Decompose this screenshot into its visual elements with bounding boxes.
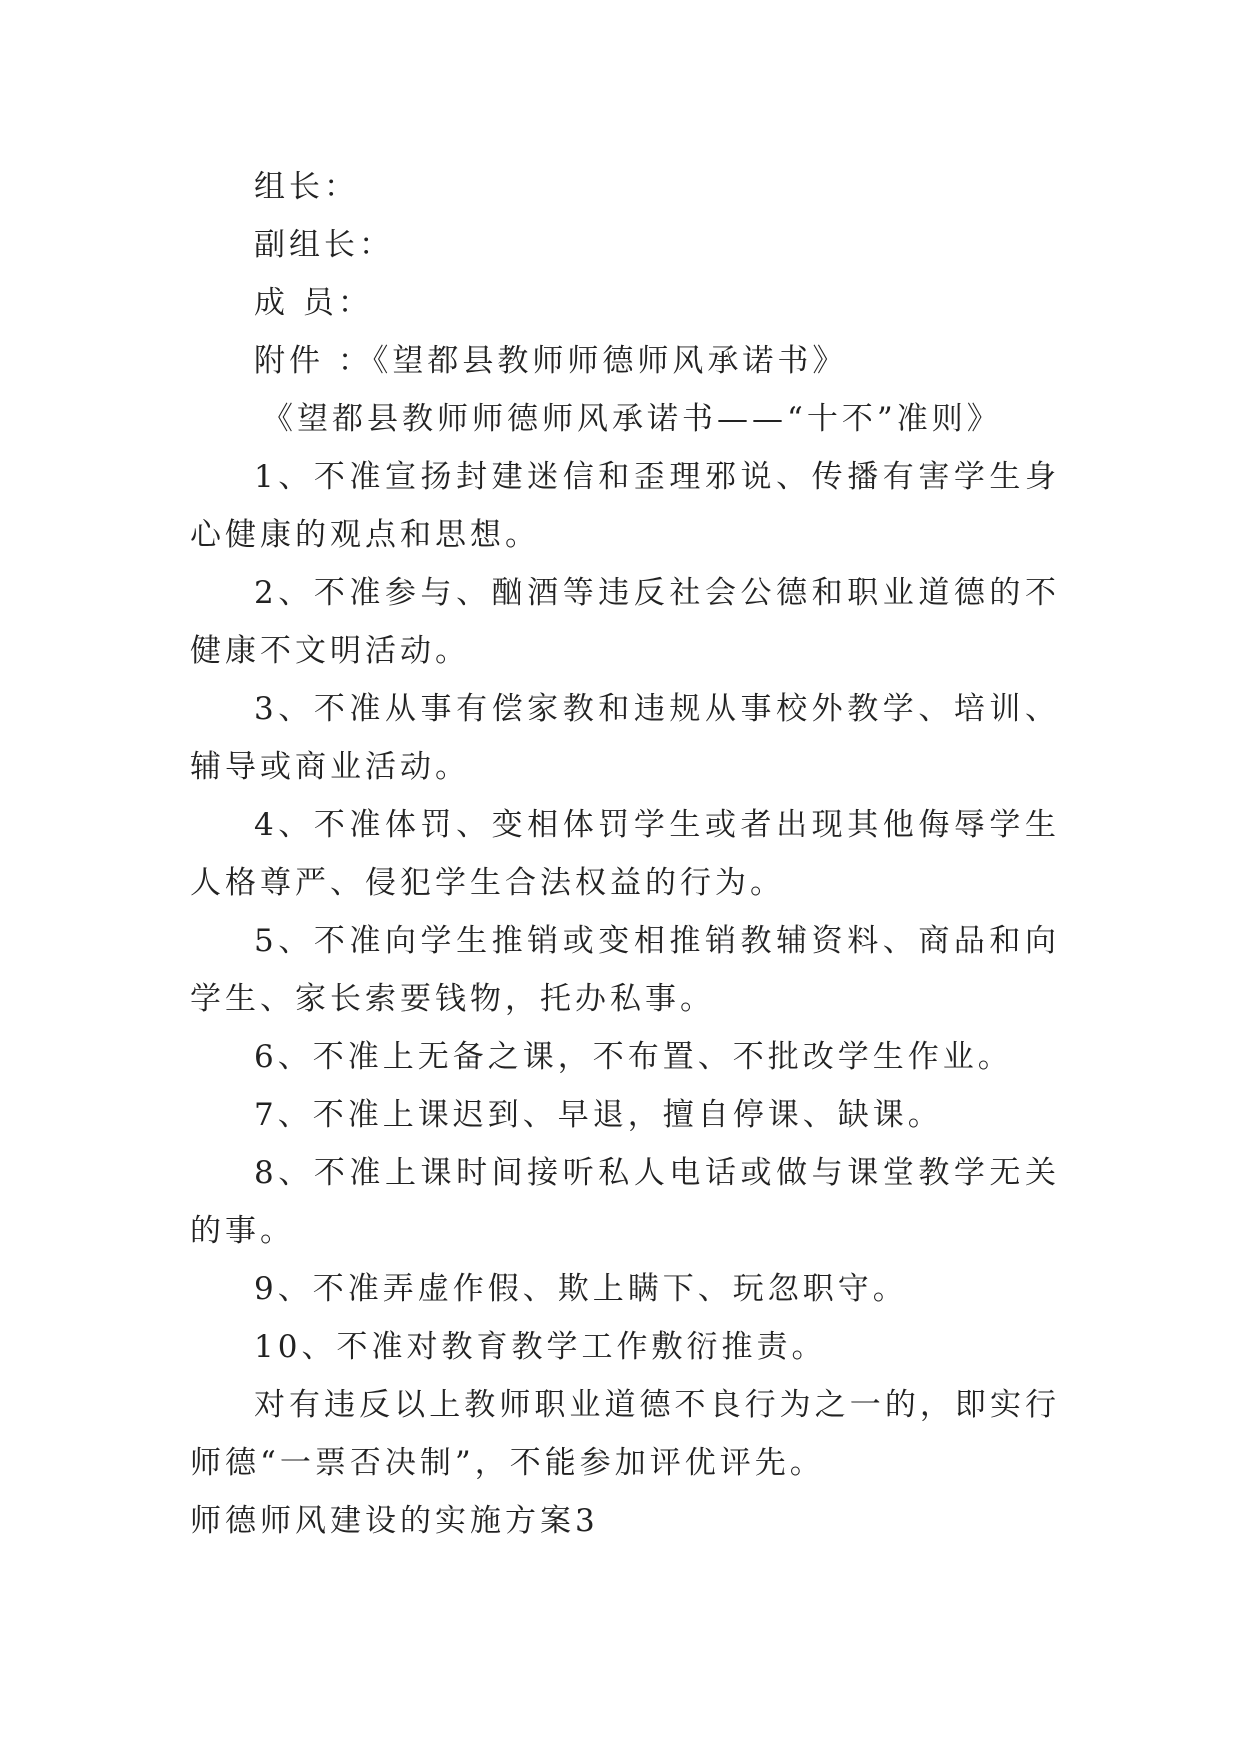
rule-1: 1、不准宣扬封建迷信和歪理邪说、传播有害学生身心健康的观点和思想。 xyxy=(190,459,1060,553)
rule-7: 7、不准上课迟到、早退，擅自停课、缺课。 xyxy=(254,1097,943,1133)
members-field: 成 员： xyxy=(254,285,373,321)
rule-5: 5、不准向学生推销或变相推销教辅资料、商品和向学生、家长索要钱物，托办私事。 xyxy=(190,923,1060,1017)
closing-paragraph: 对有违反以上教师职业道德不良行为之一的，即实行师德“一票否决制”，不能参加评优评先。 xyxy=(190,1387,1060,1481)
rule-6: 6、不准上无备之课，不布置、不批改学生作业。 xyxy=(254,1039,1013,1075)
rule-8: 8、不准上课时间接听私人电话或做与课堂教学无关的事。 xyxy=(190,1155,1060,1249)
rule-9: 9、不准弄虚作假、欺上瞒下、玩忽职守。 xyxy=(254,1271,908,1307)
rule-3: 3、不准从事有偿家教和违规从事校外教学、培训、辅导或商业活动。 xyxy=(190,691,1060,785)
deputy-leader-field: 副组长： xyxy=(254,227,394,263)
attachment-line: 附件 ：《望都县教师师德师风承诺书》 xyxy=(254,343,848,379)
leader-field: 组长： xyxy=(254,169,359,205)
document-body xyxy=(190,158,1060,1550)
rule-10: 10、不准对教育教学工作敷衍推责。 xyxy=(254,1329,827,1365)
rule-4: 4、不准体罚、变相体罚学生或者出现其他侮辱学生人格尊严、侵犯学生合法权益的行为。 xyxy=(190,807,1060,901)
pledge-title: 《望都县教师师德师风承诺书——“十不”准则》 xyxy=(262,401,1002,437)
next-section-title: 师德师风建设的实施方案3 xyxy=(190,1503,599,1539)
rule-2: 2、不准参与、酗酒等违反社会公德和职业道德的不健康不文明活动。 xyxy=(190,575,1060,669)
